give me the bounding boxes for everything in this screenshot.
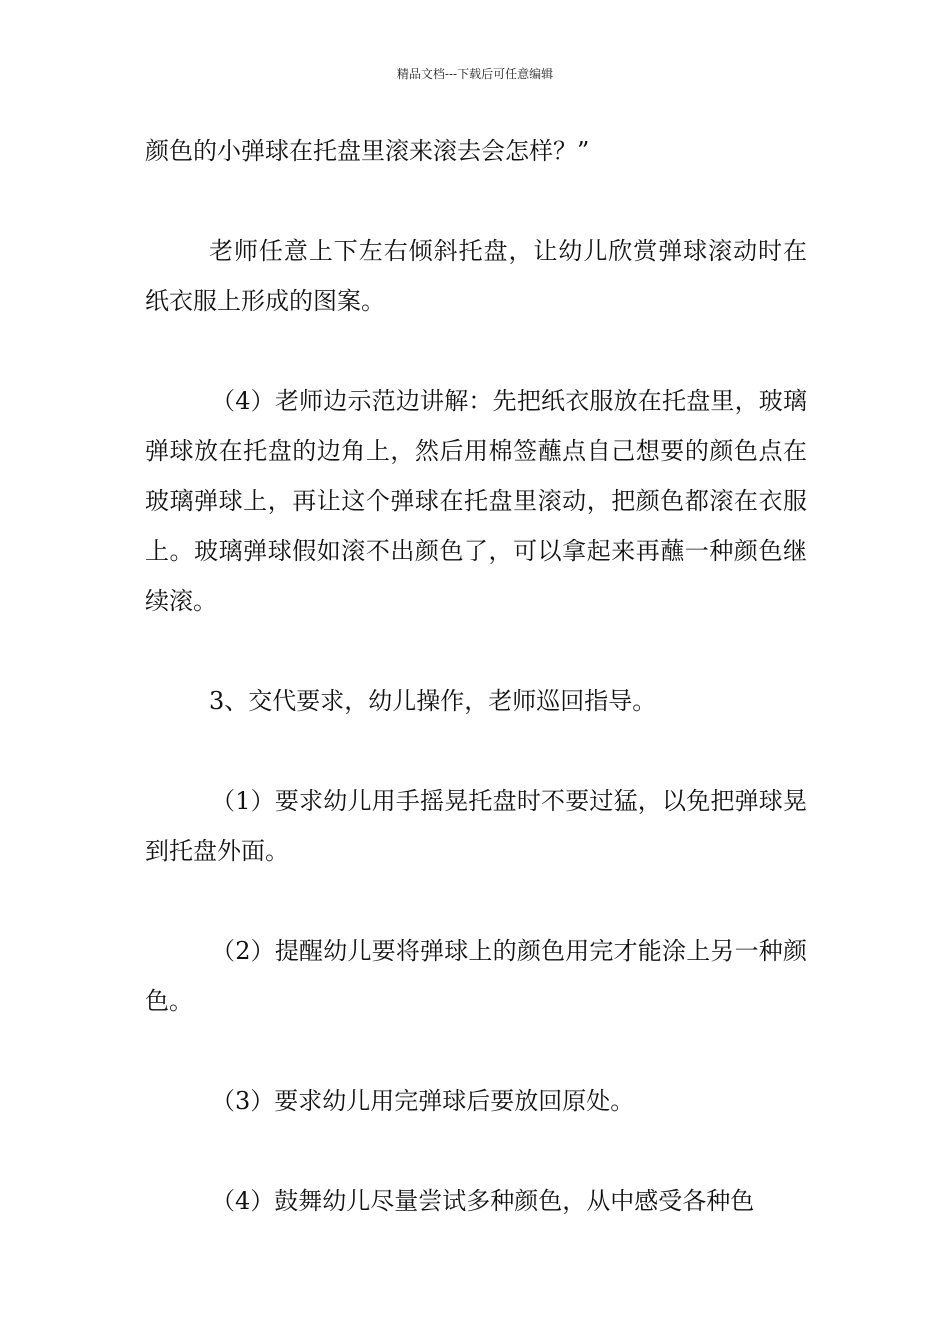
paragraph-continued: 颜色的小弹球在托盘里滚来滚去会怎样？” (145, 137, 590, 165)
paragraph-gap (145, 1126, 807, 1176)
paragraph-requirement-3: （3）要求幼儿用完弹球后要放回原处。 (211, 1087, 635, 1115)
paragraph-requirement-4: （4）鼓舞幼儿尽量尝试多种颜色，从中感受各种色 (211, 1187, 755, 1215)
paragraph-gap (145, 326, 807, 376)
paragraph-gap (145, 176, 807, 226)
document-body (145, 126, 807, 1226)
paragraph-teacher-tilt: 老师任意上下左右倾斜托盘，让幼儿欣赏弹球滚动时在纸衣服上形成的图案。 (145, 237, 807, 315)
paragraph-gap (145, 876, 807, 926)
paragraph-requirement-2: （2）提醒幼儿要将弹球上的颜色用完才能涂上另一种颜色。 (145, 937, 807, 1015)
paragraph-step-3: 3、交代要求，幼儿操作，老师巡回指导。 (209, 687, 657, 715)
page-header: 精品文档---下载后可任意编辑 (396, 67, 554, 81)
paragraph-gap (145, 726, 807, 776)
paragraph-gap (145, 626, 807, 676)
paragraph-demo-explain: （4）老师边示范边讲解：先把纸衣服放在托盘里，玻璃弹球放在托盘的边角上，然后用棉签蘸点自己想要的颜色点在玻璃弹球上，再让这个弹球在托盘里滚动，把颜色都滚在衣服上。玻璃弹球假如滚不出颜色了，可以拿起来再蘸一种颜色继续滚。 (145, 387, 807, 615)
paragraph-requirement-1: （1）要求幼儿用手摇晃托盘时不要过猛，以免把弹球晃到托盘外面。 (145, 787, 807, 865)
paragraph-gap (145, 1026, 807, 1076)
